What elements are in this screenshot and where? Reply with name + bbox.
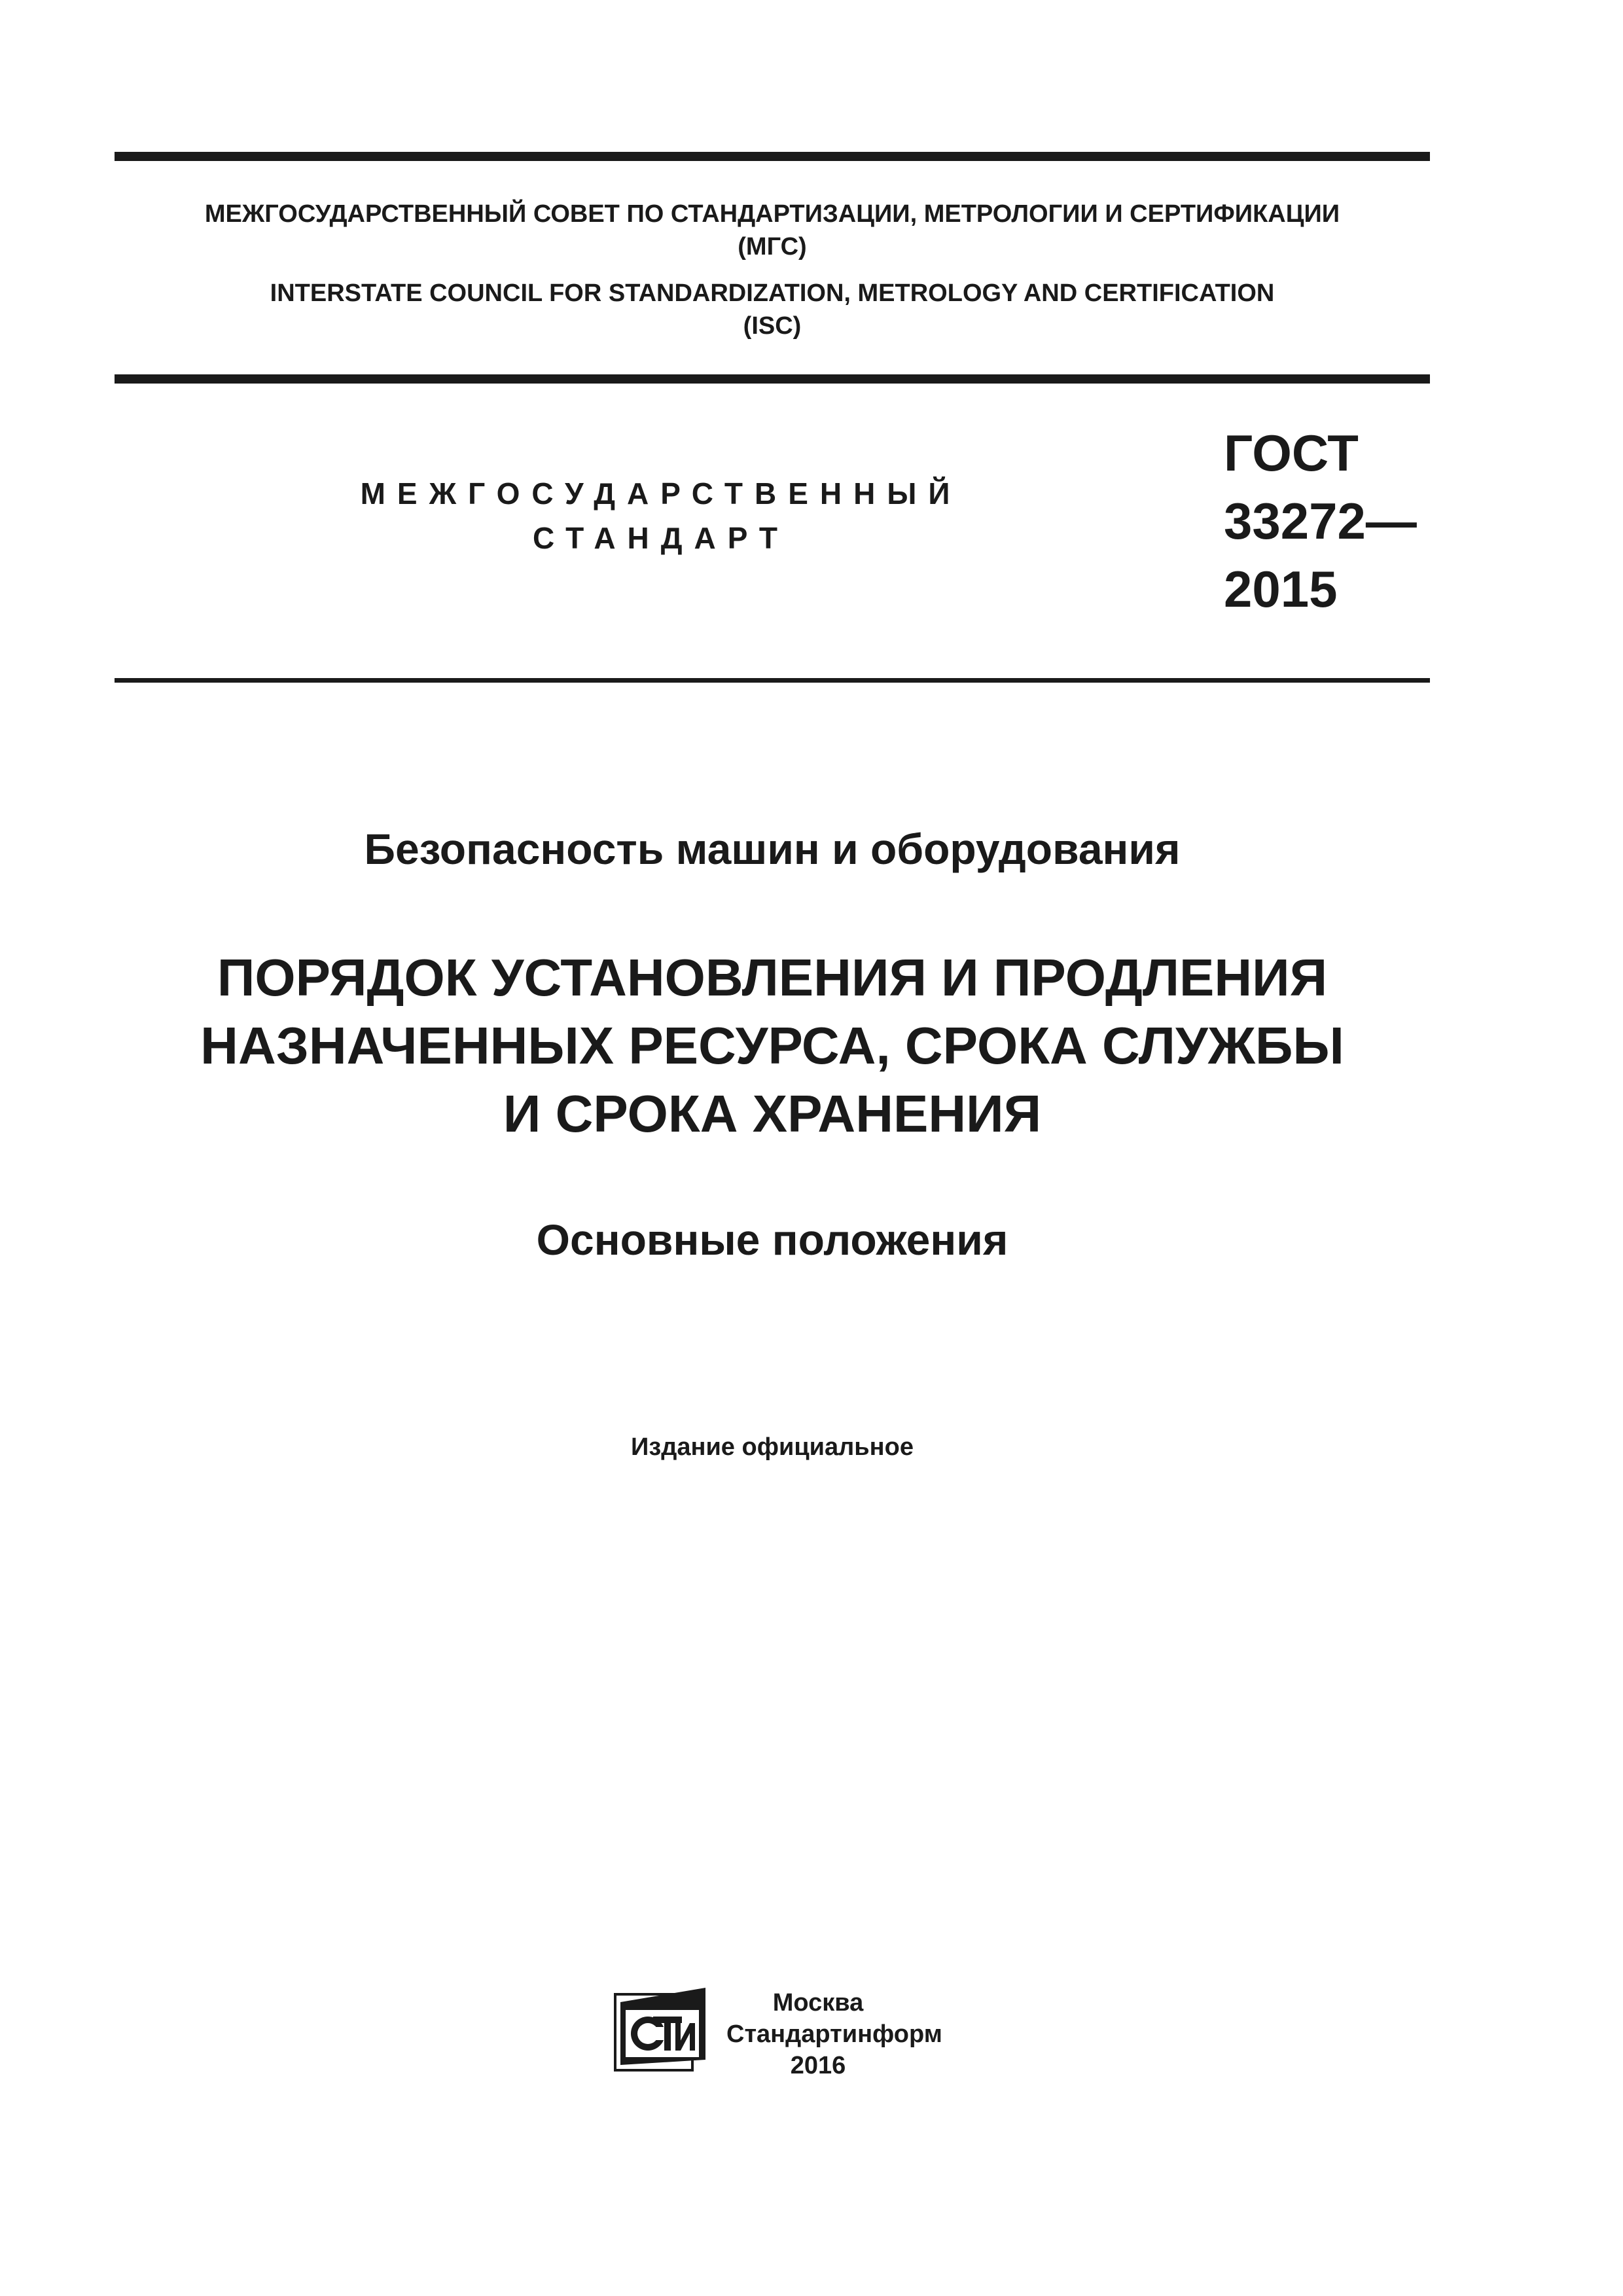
top-rule — [115, 152, 1430, 161]
designation-year: 2015 — [1224, 560, 1338, 618]
publisher-block — [726, 1987, 942, 2081]
title-line3: И СРОКА ХРАНЕНИЯ — [503, 1085, 1042, 1143]
standard-type — [288, 471, 1034, 560]
document-title — [115, 944, 1430, 1148]
publisher-city: Москва — [772, 1989, 864, 2017]
designation-number: 33272— — [1224, 492, 1417, 550]
council-name-ru-line1: МЕЖГОСУДАРСТВЕННЫЙ СОВЕТ ПО СТАНДАРТИЗАЦИИ, МЕТРОЛОГИИ И СЕРТИФИКАЦИИ — [204, 200, 1340, 228]
standard-type-line2: СТАНДАРТ — [533, 521, 789, 555]
standartinform-logo-icon — [614, 1986, 707, 2072]
middle-rule — [115, 374, 1430, 384]
council-abbr-en: (ISC) — [743, 312, 802, 340]
publisher-year: 2016 — [790, 2052, 846, 2079]
title-line2: НАЗНАЧЕННЫХ РЕСУРСА, СРОКА СЛУЖБЫ — [200, 1016, 1344, 1075]
designation-prefix: ГОСТ — [1224, 424, 1359, 482]
council-abbr-ru: (МГС) — [738, 233, 807, 260]
council-name-en — [115, 277, 1430, 342]
council-name-en-line1: INTERSTATE COUNCIL FOR STANDARDIZATION, METROLOGY AND CERTIFICATION — [270, 279, 1275, 307]
title-line1: ПОРЯДОК УСТАНОВЛЕНИЯ И ПРОДЛЕНИЯ — [217, 948, 1328, 1007]
council-name-ru — [115, 198, 1430, 263]
document-subtitle: Основные положения — [536, 1215, 1008, 1264]
publisher-name: Стандартинформ — [726, 2020, 942, 2048]
document-subject: Безопасность машин и оборудования — [364, 825, 1181, 873]
edition-label: Издание официальное — [631, 1433, 914, 1461]
lower-rule — [115, 678, 1430, 683]
standard-designation — [1224, 419, 1417, 623]
standard-type-line1: МЕЖГОСУДАРСТВЕННЫЙ — [360, 476, 962, 511]
